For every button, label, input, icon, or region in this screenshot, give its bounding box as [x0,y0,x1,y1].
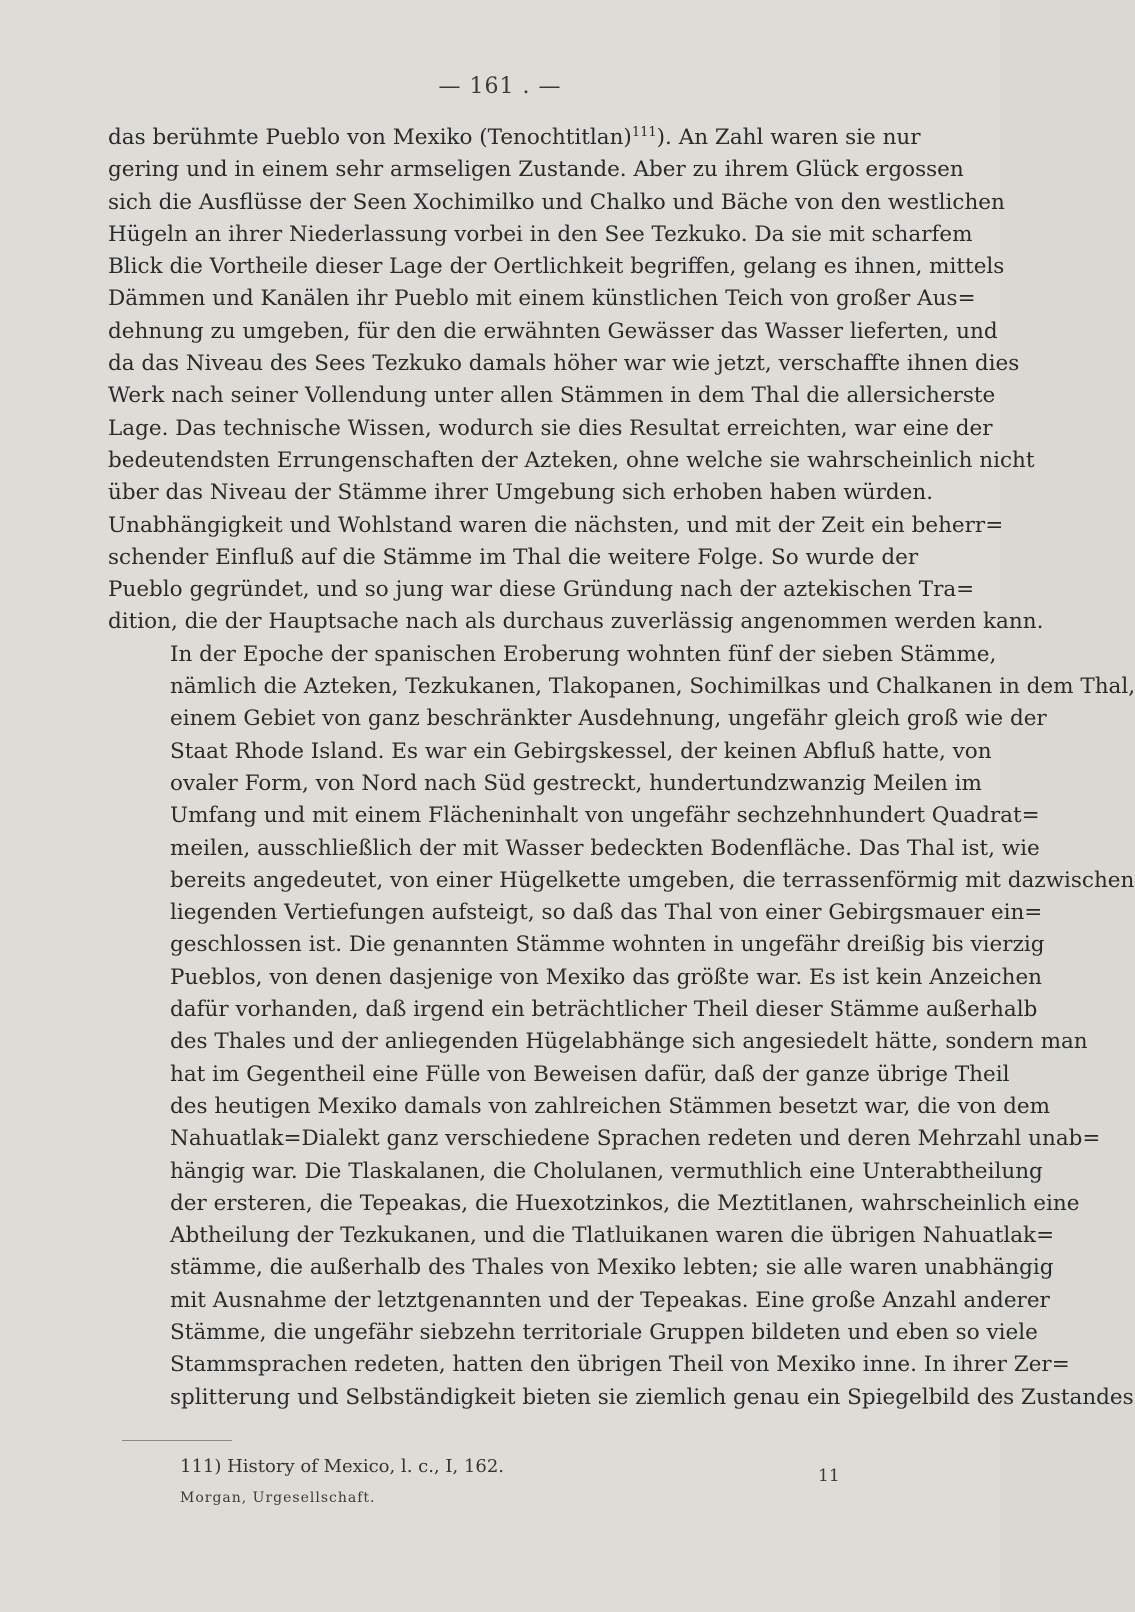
text-line: Umfang und mit einem Flächeninhalt von ungefähr sechzehnhundert Quadrat= [170,803,1040,829]
text-line: ovaler Form, von Nord nach Süd gestreckt, hundertundzwanzig Meilen im [170,770,982,796]
footnote-marker[interactable]: 111 [631,125,657,140]
text-line: des Thales und der anliegenden Hügelabhänge sich angesiedelt hätte, sondern man [170,1029,1088,1055]
text-line: nämlich die Azteken, Tezkukanen, Tlakopanen, Sochimilkas und Chalkanen in dem Thal, [170,674,1135,700]
text-line: schender Einfluß auf die Stämme im Thal die weitere Folge. So wurde der [108,544,919,570]
text-line: dafür vorhanden, daß irgend ein beträchtlicher Theil dieser Stämme außerhalb [170,997,1038,1023]
text-line: Staat Rhode Island. Es war ein Gebirgskessel, der keinen Abfluß hatte, von [170,738,992,764]
text-line: stämme, die außerhalb des Thales von Mexiko lebten; sie alle waren unabhängig [170,1255,1054,1281]
text-line: da das Niveau des Sees Tezkuko damals höher war wie jetzt, verschaffte ihnen dies [108,351,1020,377]
paragraph-2 [108,639,1135,1414]
text-line: dition, die der Hauptsache nach als durchaus zuverlässig angenommen werden kann. [108,609,1044,635]
text-line: Dämmen und Kanälen ihr Pueblo mit einem künstlichen Teich von großer Aus= [108,286,976,312]
text-line: hängig war. Die Tlaskalanen, die Cholulanen, vermuthlich eine Unterabtheilung [170,1158,1043,1184]
sheet-signature: Morgan, Urgesellschaft. [180,1490,376,1506]
text-line: Blick die Vortheile dieser Lage der Oertlichkeit begriffen, gelang es ihnen, mittels [108,254,1005,280]
text-line: Nahuatlak=Dialekt ganz verschiedene Sprachen redeten und deren Mehrzahl unab= [170,1126,1101,1152]
text-line: geschlossen ist. Die genannten Stämme wohnten in ungefähr dreißig bis vierzig [170,932,1045,958]
text-line: dehnung zu umgeben, für den die erwähnten Gewässer das Wasser lieferten, und [108,318,998,344]
text-line: sich die Ausflüsse der Seen Xochimilko und Chalko und Bäche von den westlichen [108,189,1005,215]
page-number: — 161 . — [438,74,562,99]
text-line: des heutigen Mexiko damals von zahlreichen Stämmen besetzt war, die von dem [170,1093,1051,1119]
text-line: Hügeln an ihrer Niederlassung vorbei in den See Tezkuko. Da sie mit scharfem [108,221,973,247]
text-line: splitterung und Selbständigkeit bieten sie ziemlich genau ein Spiegelbild des Zustandes [170,1384,1134,1410]
text-line: bedeutendsten Errungenschaften der Azteken, ohne welche sie wahrscheinlich nicht [108,447,1035,473]
text-line: einem Gebiet von ganz beschränkter Ausdehnung, ungefähr gleich groß wie der [170,706,1047,732]
text-line: Werk nach seiner Vollendung unter allen Stämmen in dem Thal die allersicherste [108,383,996,409]
text-line-1: das berühmte Pueblo von Mexiko (Tenochtitlan)$^{111}$). An Zahl waren sie nur [108,125,921,150]
text-line: Unabhängigkeit und Wohlstand waren die nächsten, und mit der Zeit ein beherr= [108,512,1004,538]
sheet-number: 11 [818,1466,840,1486]
text-line: über das Niveau der Stämme ihrer Umgebung sich erhoben haben würden. [108,480,934,506]
text-line: der ersteren, die Tepeakas, die Huexotzinkos, die Meztitlanen, wahrscheinlich eine [170,1190,1080,1216]
paragraph-1 [108,122,1044,639]
text-line: hat im Gegentheil eine Fülle von Beweisen dafür, daß der ganze übrige Theil [170,1061,1010,1087]
text-line: Pueblo gegründet, und so jung war diese Gründung nach der aztekischen Tra= [108,577,975,603]
text-line: gering und in einem sehr armseligen Zustande. Aber zu ihrem Glück ergossen [108,157,964,183]
footnote-111: 111) History of Mexico, l. c., I, 162. [180,1456,505,1477]
text-line: Abtheilung der Tezkukanen, und die Tlatluikanen waren die übrigen Nahuatlak= [170,1223,1055,1249]
main-text [108,122,1135,1414]
text-line: Pueblos, von denen dasjenige von Mexiko das größte war. Es ist kein Anzeichen [170,964,1043,990]
text-line: mit Ausnahme der letztgenannten und der Tepeakas. Eine große Anzahl anderer [170,1287,1050,1313]
footnote-divider [122,1440,232,1441]
text-line: Lage. Das technische Wissen, wodurch sie dies Resultat erreichten, war eine der [108,415,993,441]
text-line: In der Epoche der spanischen Eroberung wohnten fünf der sieben Stämme, [170,641,997,667]
text-line: meilen, ausschließlich der mit Wasser bedeckten Bodenfläche. Das Thal ist, wie [170,835,1040,861]
text-line: Stämme, die ungefähr siebzehn territoriale Gruppen bildeten und eben so viele [170,1319,1038,1345]
text-line: bereits angedeutet, von einer Hügelkette umgeben, die terrassenförmig mit dazwischen [170,867,1135,893]
text-line: Stammsprachen redeten, hatten den übrigen Theil von Mexiko inne. In ihrer Zer= [170,1352,1070,1378]
text-line: liegenden Vertiefungen aufsteigt, so daß das Thal von einer Gebirgsmauer ein= [170,900,1043,926]
